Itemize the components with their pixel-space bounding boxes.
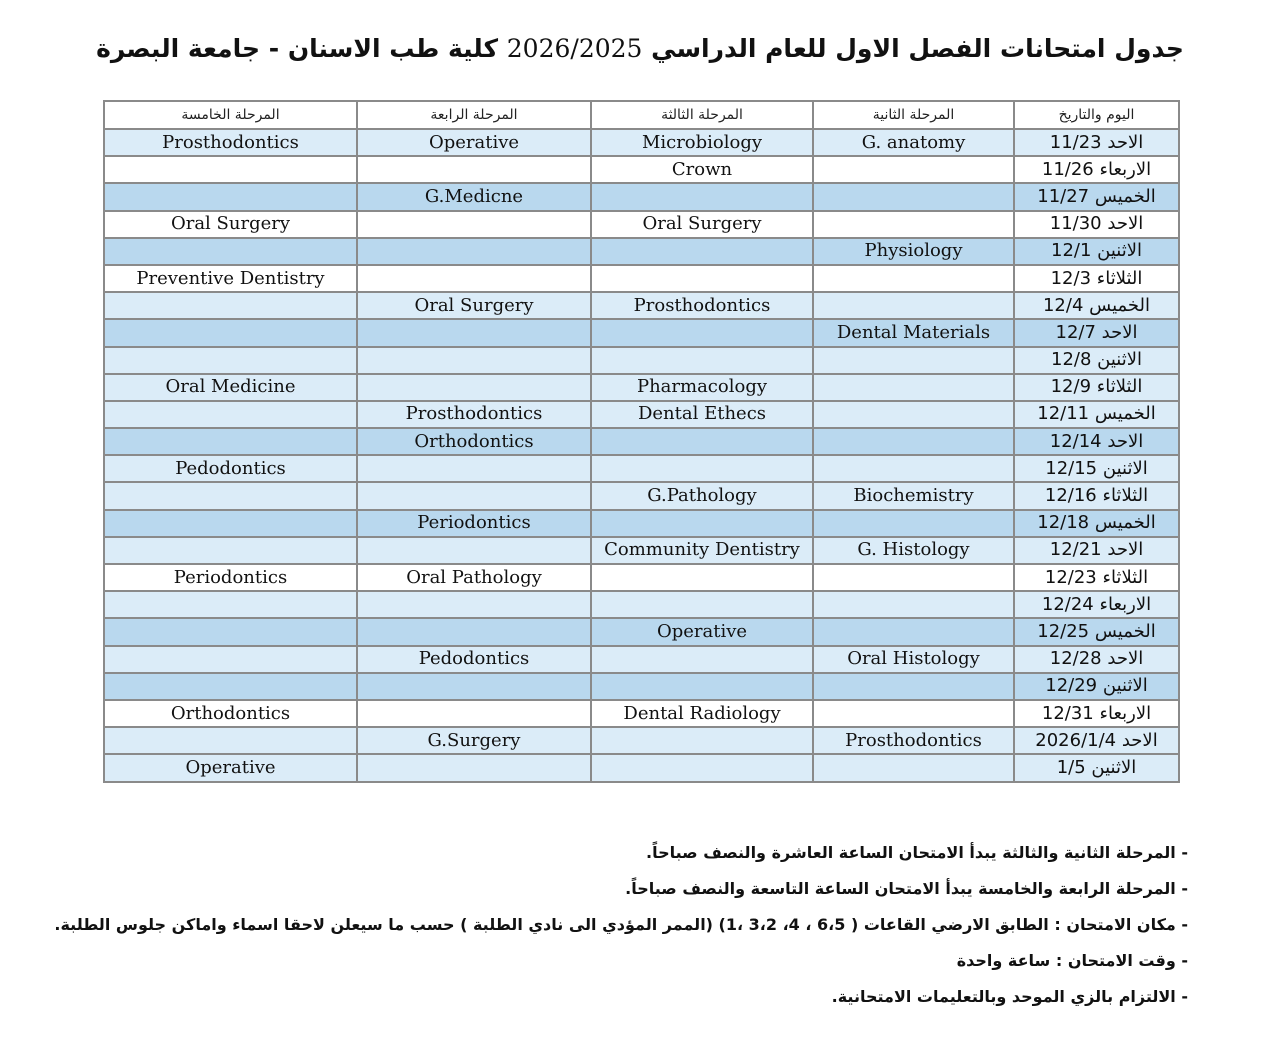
stage3-subject-cell	[591, 646, 813, 673]
stage2-subject-cell	[813, 428, 1014, 455]
stage3-subject-cell	[591, 673, 813, 700]
date-value: 12/3	[1050, 267, 1092, 289]
note-item: - المرحلة الثانية والثالثة يبدأ الامتحان الساعة العاشرة والنصف صباحاً.	[646, 843, 1188, 862]
day-name: الاربعاء	[1099, 702, 1152, 724]
stage2-subject-cell: Physiology	[813, 238, 1014, 265]
day-name: الاربعاء	[1099, 593, 1152, 615]
stage5-subject-cell	[104, 183, 357, 210]
note-item: - وقت الامتحان : ساعة واحدة	[956, 951, 1188, 970]
stage3-subject-cell	[591, 455, 813, 482]
page-title	[0, 34, 1280, 63]
date-value: 12/24	[1041, 593, 1094, 615]
stage2-subject-cell	[813, 183, 1014, 210]
date-value: 12/18	[1037, 512, 1090, 534]
stage4-subject-cell	[357, 211, 591, 238]
table-row	[104, 211, 1179, 238]
stage4-subject-cell: G.Medicne	[357, 183, 591, 210]
date-value: 12/11	[1037, 403, 1090, 425]
exam-schedule-table	[103, 100, 1180, 783]
stage5-subject-cell	[104, 347, 357, 374]
note-item: - المرحلة الرابعة والخامسة يبدأ الامتحان الساعة التاسعة والنصف صباحاً.	[625, 879, 1188, 898]
stage3-subject-cell: Prosthodontics	[591, 292, 813, 319]
date-cell	[1014, 482, 1179, 509]
day-name: الخميس	[1094, 620, 1156, 642]
day-name: الاحد	[1107, 430, 1144, 452]
date-cell	[1014, 265, 1179, 292]
stage3-subject-cell	[591, 564, 813, 591]
table-row	[104, 673, 1179, 700]
stage3-subject-cell	[591, 183, 813, 210]
stage3-subject-cell: G.Pathology	[591, 482, 813, 509]
stage2-subject-cell: Dental Materials	[813, 319, 1014, 346]
stage4-subject-cell	[357, 374, 591, 401]
title-year: 2026/2025	[506, 34, 643, 63]
stage5-subject-cell	[104, 428, 357, 455]
date-cell	[1014, 537, 1179, 564]
date-cell	[1014, 754, 1179, 781]
date-value: 12/8	[1051, 349, 1092, 371]
stage5-subject-cell	[104, 319, 357, 346]
stage5-subject-cell	[104, 618, 357, 645]
note-item: - الالتزام بالزي الموحد وبالتعليمات الامتحانية.	[831, 987, 1188, 1006]
header-stage4: المرحلة الرابعة	[357, 101, 591, 129]
stage2-subject-cell	[813, 754, 1014, 781]
stage5-subject-cell: Oral Medicine	[104, 374, 357, 401]
stage3-subject-cell	[591, 319, 813, 346]
table-row	[104, 591, 1179, 618]
date-cell	[1014, 564, 1179, 591]
stage2-subject-cell	[813, 265, 1014, 292]
date-cell	[1014, 727, 1179, 754]
stage5-subject-cell: Pedodontics	[104, 455, 357, 482]
table-row	[104, 727, 1179, 754]
date-value: 12/23	[1044, 566, 1097, 588]
stage3-subject-cell: Community Dentistry	[591, 537, 813, 564]
date-cell	[1014, 618, 1179, 645]
table-row	[104, 537, 1179, 564]
stage5-subject-cell	[104, 591, 357, 618]
stage4-subject-cell: Pedodontics	[357, 646, 591, 673]
stage4-subject-cell	[357, 673, 591, 700]
stage4-subject-cell	[357, 455, 591, 482]
table-row	[104, 292, 1179, 319]
table-body	[104, 129, 1179, 782]
day-name: الخميس	[1089, 294, 1151, 316]
stage4-subject-cell	[357, 238, 591, 265]
stage4-subject-cell: Oral Surgery	[357, 292, 591, 319]
table-header-row	[104, 101, 1179, 129]
stage2-subject-cell: Biochemistry	[813, 482, 1014, 509]
stage3-subject-cell	[591, 428, 813, 455]
date-cell	[1014, 183, 1179, 210]
date-value: 11/23	[1049, 131, 1102, 153]
stage2-subject-cell	[813, 700, 1014, 727]
day-name: الاحد	[1107, 131, 1144, 153]
header-stage2: المرحلة الثانية	[813, 101, 1014, 129]
stage4-subject-cell	[357, 537, 591, 564]
stage4-subject-cell	[357, 618, 591, 645]
stage2-subject-cell	[813, 618, 1014, 645]
stage4-subject-cell: G.Surgery	[357, 727, 591, 754]
stage5-subject-cell: Preventive Dentistry	[104, 265, 357, 292]
date-value: 12/21	[1049, 539, 1102, 561]
stage2-subject-cell	[813, 510, 1014, 537]
date-cell	[1014, 700, 1179, 727]
stage4-subject-cell	[357, 265, 591, 292]
day-name: الاربعاء	[1099, 158, 1152, 180]
stage3-subject-cell: Oral Surgery	[591, 211, 813, 238]
stage2-subject-cell	[813, 673, 1014, 700]
stage4-subject-cell: Orthodontics	[357, 428, 591, 455]
header-stage3: المرحلة الثالثة	[591, 101, 813, 129]
table-row	[104, 347, 1179, 374]
date-value: 12/14	[1049, 430, 1102, 452]
stage5-subject-cell	[104, 727, 357, 754]
stage2-subject-cell	[813, 347, 1014, 374]
date-cell	[1014, 319, 1179, 346]
date-cell	[1014, 510, 1179, 537]
stage2-subject-cell	[813, 292, 1014, 319]
stage4-subject-cell	[357, 156, 591, 183]
table-row	[104, 646, 1179, 673]
table-row	[104, 129, 1179, 156]
day-name: الاحد	[1107, 213, 1144, 235]
stage5-subject-cell	[104, 238, 357, 265]
stage4-subject-cell	[357, 754, 591, 781]
date-cell	[1014, 292, 1179, 319]
stage2-subject-cell	[813, 455, 1014, 482]
day-name: الاثنين	[1102, 675, 1148, 697]
table-row	[104, 510, 1179, 537]
date-value: 12/16	[1044, 485, 1097, 507]
header-date: اليوم والتاريخ	[1014, 101, 1179, 129]
table-row	[104, 564, 1179, 591]
stage3-subject-cell: Operative	[591, 618, 813, 645]
day-name: الاثنين	[1102, 457, 1148, 479]
notes-list	[54, 838, 1188, 1018]
date-cell	[1014, 646, 1179, 673]
stage3-subject-cell	[591, 510, 813, 537]
stage5-subject-cell: Periodontics	[104, 564, 357, 591]
stage3-subject-cell: Dental Ethecs	[591, 401, 813, 428]
day-name: الاحد	[1107, 648, 1144, 670]
stage4-subject-cell	[357, 591, 591, 618]
stage5-subject-cell	[104, 510, 357, 537]
date-cell	[1014, 156, 1179, 183]
date-cell	[1014, 401, 1179, 428]
stage4-subject-cell: Oral Pathology	[357, 564, 591, 591]
day-name: الخميس	[1094, 403, 1156, 425]
stage4-subject-cell	[357, 319, 591, 346]
stage5-subject-cell: Prosthodontics	[104, 129, 357, 156]
day-name: الخميس	[1094, 512, 1156, 534]
stage5-subject-cell	[104, 673, 357, 700]
stage3-subject-cell	[591, 265, 813, 292]
date-value: 11/30	[1049, 213, 1102, 235]
stage5-subject-cell	[104, 156, 357, 183]
table-row	[104, 482, 1179, 509]
stage5-subject-cell	[104, 292, 357, 319]
date-value: 2026/1/4	[1035, 729, 1117, 751]
stage3-subject-cell	[591, 727, 813, 754]
day-name: الاثنين	[1097, 240, 1142, 262]
table-row	[104, 374, 1179, 401]
date-cell	[1014, 211, 1179, 238]
day-name: الخميس	[1094, 185, 1156, 207]
date-value: 12/4	[1042, 294, 1084, 316]
stage3-subject-cell: Microbiology	[591, 129, 813, 156]
date-value: 12/29	[1045, 675, 1098, 697]
day-name: الاحد	[1107, 539, 1144, 561]
stage2-subject-cell: G. Histology	[813, 537, 1014, 564]
title-text-before: جدول امتحانات الفصل الاول للعام الدراسي	[651, 34, 1184, 63]
date-cell	[1014, 591, 1179, 618]
table-row	[104, 428, 1179, 455]
day-name: الثلاثاء	[1096, 267, 1143, 289]
table-row	[104, 156, 1179, 183]
stage3-subject-cell: Crown	[591, 156, 813, 183]
title-text-after: كلية طب الاسنان - جامعة البصرة	[96, 34, 499, 63]
stage2-subject-cell	[813, 211, 1014, 238]
date-value: 11/26	[1041, 158, 1094, 180]
stage5-subject-cell	[104, 537, 357, 564]
date-value: 12/9	[1050, 376, 1092, 398]
stage5-subject-cell	[104, 482, 357, 509]
table-row	[104, 238, 1179, 265]
stage3-subject-cell	[591, 238, 813, 265]
stage2-subject-cell	[813, 591, 1014, 618]
stage2-subject-cell: Oral Histology	[813, 646, 1014, 673]
stage4-subject-cell: Operative	[357, 129, 591, 156]
date-value: 12/15	[1045, 457, 1098, 479]
stage4-subject-cell: Periodontics	[357, 510, 591, 537]
date-cell	[1014, 374, 1179, 401]
stage3-subject-cell	[591, 347, 813, 374]
date-cell	[1014, 347, 1179, 374]
date-value: 1/5	[1056, 756, 1086, 778]
stage5-subject-cell: Oral Surgery	[104, 211, 357, 238]
stage2-subject-cell	[813, 156, 1014, 183]
date-cell	[1014, 455, 1179, 482]
day-name: الثلاثاء	[1096, 376, 1143, 398]
date-value: 12/31	[1041, 702, 1094, 724]
date-cell	[1014, 428, 1179, 455]
table-row	[104, 401, 1179, 428]
date-cell	[1014, 129, 1179, 156]
day-name: الثلاثاء	[1102, 566, 1149, 588]
stage4-subject-cell	[357, 700, 591, 727]
stage3-subject-cell: Pharmacology	[591, 374, 813, 401]
date-value: 12/25	[1037, 620, 1090, 642]
day-name: الاثنين	[1097, 349, 1142, 371]
note-item: - مكان الامتحان : الطابق الارضي القاعات ( 6،5 ، 4، 3،2 ،1) (الممر المؤدي الى نادي الطلبة ) حسب ما سيعلن لاحقا اسماء واماكن جلوس الطلبة.	[54, 915, 1188, 934]
stage3-subject-cell	[591, 754, 813, 781]
table-row	[104, 754, 1179, 781]
stage2-subject-cell	[813, 374, 1014, 401]
stage3-subject-cell	[591, 591, 813, 618]
table-row	[104, 618, 1179, 645]
stage3-subject-cell: Dental Radiology	[591, 700, 813, 727]
day-name: الاحد	[1121, 729, 1158, 751]
stage5-subject-cell: Operative	[104, 754, 357, 781]
date-cell	[1014, 673, 1179, 700]
day-name: الاحد	[1101, 321, 1138, 343]
table-row	[104, 183, 1179, 210]
date-value: 12/1	[1051, 240, 1092, 262]
stage5-subject-cell	[104, 401, 357, 428]
stage4-subject-cell: Prosthodontics	[357, 401, 591, 428]
table-row	[104, 265, 1179, 292]
stage4-subject-cell	[357, 482, 591, 509]
stage2-subject-cell: Prosthodontics	[813, 727, 1014, 754]
stage4-subject-cell	[357, 347, 591, 374]
stage2-subject-cell: G. anatomy	[813, 129, 1014, 156]
date-value: 12/7	[1055, 321, 1096, 343]
table-row	[104, 319, 1179, 346]
header-stage5: المرحلة الخامسة	[104, 101, 357, 129]
date-value: 11/27	[1037, 185, 1090, 207]
table-row	[104, 455, 1179, 482]
date-cell	[1014, 238, 1179, 265]
stage2-subject-cell	[813, 401, 1014, 428]
stage5-subject-cell	[104, 646, 357, 673]
stage5-subject-cell: Orthodontics	[104, 700, 357, 727]
day-name: الاثنين	[1091, 756, 1137, 778]
day-name: الثلاثاء	[1102, 485, 1149, 507]
date-value: 12/28	[1049, 648, 1102, 670]
stage2-subject-cell	[813, 564, 1014, 591]
table-row	[104, 700, 1179, 727]
